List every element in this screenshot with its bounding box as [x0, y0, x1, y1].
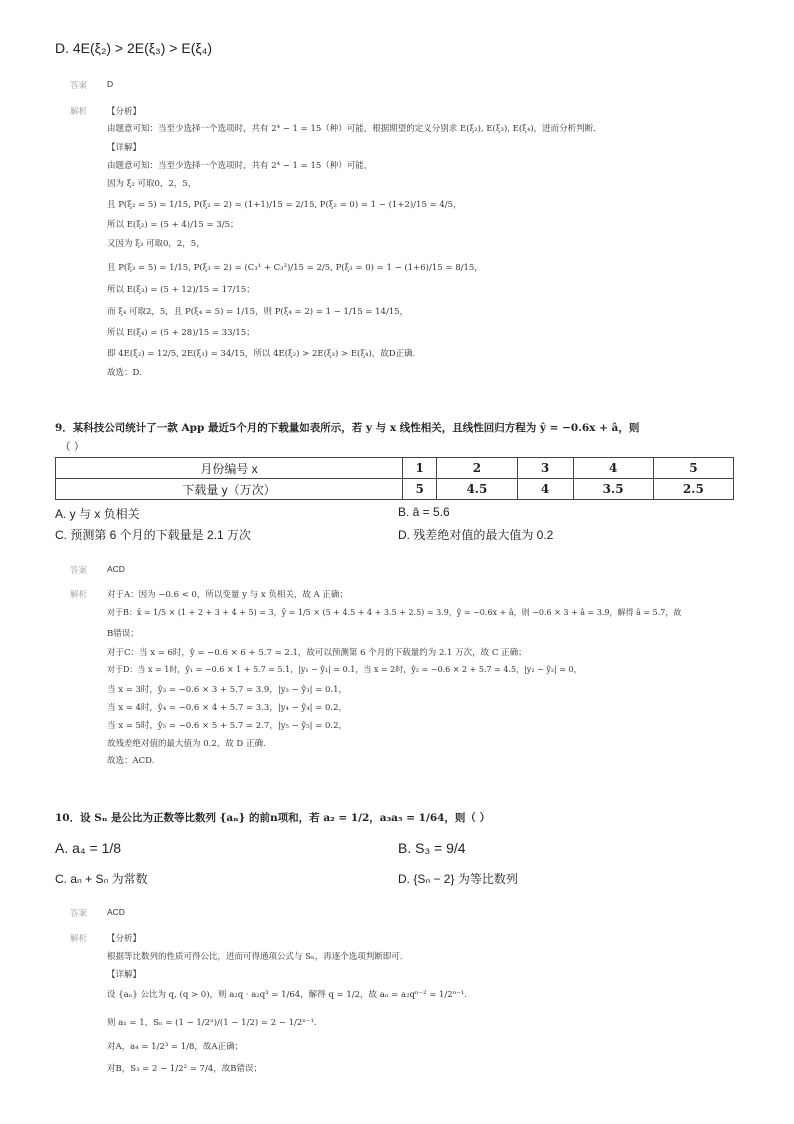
q9-analysis-label: 解析	[70, 589, 88, 599]
q9-line-9: 故残差绝对值的最大值为 0.2，故 D 正确.	[107, 739, 266, 749]
q10-line-7: 对B，S₃ = 2 − 1/2² = 7/4，故B错误；	[107, 1064, 262, 1074]
q10-option-d: D. {Sₙ − 2} 为等比数列	[398, 872, 518, 886]
q9-line-4: 对于C：当 x = 6时，ŷ = −0.6 × 6 + 5.7 = 2.1，故可以预测第 6 个月的下载量约为 2.1 万次，故 C 正确；	[107, 648, 527, 658]
q9-option-d: D. 残差绝对值的最大值为 0.2	[398, 528, 554, 542]
q8-line-6: 且 P(ξ₂ = 5) = 1/15, P(ξ₂ = 2) = (1+1)/15 = 2/15, P(ξ₂ = 0) = 1 − (1+2)/15 = 4/5，	[107, 200, 462, 210]
q10-line-5: 则 a₁ = 1，Sₙ = (1 − 1/2ⁿ)/(1 − 1/2) = 2 − 1/2ⁿ⁻¹.	[107, 1018, 317, 1028]
table-cell: 2.5	[653, 479, 733, 500]
q9-option-b: B. â = 5.6	[398, 505, 450, 519]
q9-line-7: 当 x = 4时，ŷ₄ = −0.6 × 4 + 5.7 = 3.3，|y₄ − ŷ₄| = 0.2，	[107, 703, 348, 713]
table-row-x	[56, 458, 734, 479]
q10-option-b: B. S₃ = 9/4	[398, 840, 466, 856]
q9-data-table	[55, 457, 734, 500]
table-cell: 1	[403, 458, 437, 479]
table-cell: 4	[517, 479, 573, 500]
q10-line-4: 设 {aₙ} 公比为 q, (q > 0)，则 a₂q · a₂q³ = 1/64，解得 q = 1/2，故 aₙ = a₂qⁿ⁻² = 1/2ⁿ⁻¹.	[107, 990, 467, 1000]
q9-answer: ACD	[107, 564, 125, 574]
q8-line-14: 故选：D.	[107, 368, 142, 378]
q8-answer-label: 答案	[70, 80, 88, 90]
q8-line-12: 所以 E(ξ₄) = (5 + 28)/15 = 33/15；	[107, 328, 255, 338]
q8-line-1: 【分析】	[107, 107, 142, 117]
q8-line-11: 而 ξ₄ 可取2，5，且 P(ξ₄ = 5) = 1/15，则 P(ξ₄ = 2) = 1 − 1/15 = 14/15，	[107, 307, 409, 317]
q10-line-1: 【分析】	[107, 934, 142, 944]
table-cell: 2	[437, 458, 517, 479]
q9-option-a: A. y 与 x 负相关	[55, 507, 140, 521]
q8-line-2: 由题意可知：当至少选择一个选项时，共有 2⁴ − 1 = 15（种）可能，根据期望的定义分别求 E(ξ₂), E(ξ₃), E(ξ₄)，进而分析判断.	[107, 124, 596, 134]
q8-line-9: 且 P(ξ₃ = 5) = 1/15, P(ξ₃ = 2) = (C₃¹ + C₃²)/15 = 2/5, P(ξ₃ = 0) = 1 − (1+6)/15 = 8/15，	[107, 263, 483, 273]
q8-line-8: 又因为 ξ₃ 可取0，2，5，	[107, 239, 205, 249]
q9-line-6: 当 x = 3时，ŷ₃ = −0.6 × 3 + 5.7 = 3.9，|y₃ − ŷ₃| = 0.1，	[107, 685, 348, 695]
q10-answer: ACD	[107, 907, 125, 917]
q9-line-1: 对于A：因为 −0.6 < 0，所以变量 y 与 x 负相关，故 A 正确；	[107, 590, 348, 600]
q10-line-3: 【详解】	[107, 970, 142, 980]
table-cell: 5	[403, 479, 437, 500]
table-cell: 3	[517, 458, 573, 479]
q10-line-2: 根据等比数列的性质可得公比，进而可得通项公式与 Sₙ，再逐个选项判断即可.	[107, 952, 403, 962]
q10-option-a: A. a₄ = 1/8	[55, 840, 122, 856]
q10-line-6: 对A，a₄ = 1/2³ = 1/8，故A正确；	[107, 1042, 244, 1052]
q8-line-7: 所以 E(ξ₂) = (5 + 4)/15 = 3/5；	[107, 220, 239, 230]
table-cell: 4.5	[437, 479, 517, 500]
q9-paren: （ ）	[60, 441, 85, 453]
q8-line-3: 【详解】	[107, 143, 142, 153]
q9-line-5: 对于D：当 x = 1时，ŷ₁ = −0.6 × 1 + 5.7 = 5.1，|y₁ − ŷ₁| = 0.1，当 x = 2时，ŷ₂ = −0.6 × 2 + 5.7 = 4.5，|y₂ − ŷ₂| = 0，	[107, 665, 582, 674]
table-row-y	[56, 479, 734, 500]
q8-line-10: 所以 E(ξ₃) = (5 + 12)/15 = 17/15；	[107, 285, 255, 295]
row-header-month: 月份编号 x	[56, 458, 403, 479]
q10-option-c: C. aₙ + Sₙ 为常数	[55, 872, 148, 886]
row-header-downloads: 下载量 y（万次）	[56, 479, 403, 500]
q9-line-3: B错误；	[107, 629, 139, 639]
q8-answer: D	[107, 79, 114, 89]
q9-line-10: 故选：ACD.	[107, 756, 155, 766]
q9-stem: 9．某科技公司统计了一款 App 最近5个月的下载量如表所示，若 y 与 x 线性相关，且线性回归方程为 ŷ = −0.6x + â，则	[55, 422, 640, 434]
q8-option-d: D. 4E(ξ₂) > 2E(ξ₃) > E(ξ₄)	[55, 40, 213, 56]
q10-stem: 10．设 Sₙ 是公比为正数等比数列 {aₙ} 的前n项和，若 a₂ = 1/2，a₃a₅ = 1/64，则（ ）	[55, 812, 491, 824]
q10-answer-label: 答案	[70, 908, 88, 918]
q8-line-13: 即 4E(ξ₂) = 12/5, 2E(ξ₃) = 34/15，所以 4E(ξ₂) > 2E(ξ₃) > E(ξ₄)，故D正确.	[107, 349, 416, 359]
q9-line-8: 当 x = 5时，ŷ₅ = −0.6 × 5 + 5.7 = 2.7，|y₅ − ŷ₅| = 0.2，	[107, 721, 348, 731]
table-cell: 4	[573, 458, 653, 479]
q8-analysis-label: 解析	[70, 106, 88, 116]
q9-option-c: C. 预测第 6 个月的下载量是 2.1 万次	[55, 528, 252, 542]
q8-line-4: 由题意可知：当至少选择一个选项时，共有 2⁴ − 1 = 15（种）可能，	[107, 161, 373, 171]
q10-analysis-label: 解析	[70, 933, 88, 943]
q8-line-5: 因为 ξ₂ 可取0，2，5，	[107, 179, 197, 189]
table-cell: 5	[653, 458, 733, 479]
q9-answer-label: 答案	[70, 565, 88, 575]
table-cell: 3.5	[573, 479, 653, 500]
q9-line-2: 对于B：x̄ = 1/5 × (1 + 2 + 3 + 4 + 5) = 3，ȳ = 1/5 × (5 + 4.5 + 4 + 3.5 + 2.5) = 3.9，ŷ = −0.6x + â，则 −0.6 × 3 + â = 3.9，解得 â = 5.7，故	[107, 608, 682, 617]
